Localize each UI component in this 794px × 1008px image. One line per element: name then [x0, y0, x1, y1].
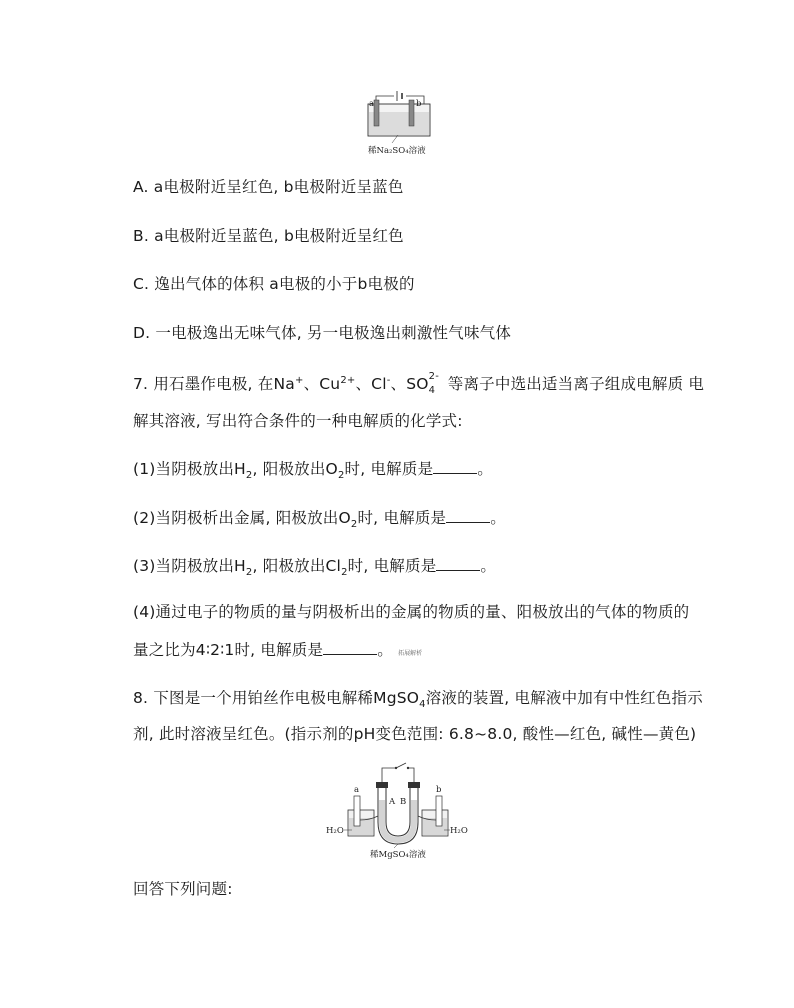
figure2-label-A: A: [389, 797, 396, 807]
question-7-part4-line1: (4)通过电子的物质的量与阴极析出的金属的物质的量、阳极放出的气体的物质的: [133, 603, 690, 621]
figure1-caption: 稀Na₂SO₄溶液: [368, 146, 426, 156]
question-8-line1: 8. 下图是一个用铂丝作电极电解稀MgSO$_4$溶液的装置, 电解液中加有中性红色指示: [133, 689, 703, 711]
answer-blank-3[interactable]: [436, 556, 480, 571]
question-7-part4-line2: 量之比为4∶2∶1时, 电解质是 。 拓展解析: [133, 641, 423, 659]
figure2-h2o-left: H₂O: [326, 826, 344, 836]
question-7-line2: 解其溶液, 写出符合条件的一种电解质的化学式:: [133, 412, 463, 430]
figure1-label-b: b: [416, 99, 422, 109]
figure2-caption: 稀MgSO₄溶液: [370, 850, 426, 860]
figure1-label-a: a: [369, 99, 375, 109]
question-7-part3: (3)当阴极放出$H_2$, 阳极放出$Cl_2$时, 电解质是 。: [133, 557, 497, 579]
question-7-part2: (2)当阴极析出金属, 阳极放出$O_2$时, 电解质是 。: [133, 509, 506, 531]
option-a: A. a电极附近呈红色, b电极附近呈蓝色: [133, 178, 404, 196]
electrolysis-figure-2: [326, 760, 466, 860]
figure2-label-a: a: [354, 785, 360, 795]
electrolysis-figure-1: [362, 88, 438, 158]
option-c: C. 逸出气体的体积 a电极的小于b电极的: [133, 275, 415, 293]
question-7-intro: 7. 用石墨作电极, 在Na+、$Cu^{2+}$、Cl-、SO 2- 4 等离子中选出适当离子组成电解质 电: [133, 371, 705, 397]
answer-prompt: 回答下列问题:: [133, 880, 233, 898]
figure2-label-b: b: [436, 785, 442, 795]
answer-blank-1[interactable]: [433, 459, 477, 474]
extension-note: 拓展解析: [398, 650, 423, 657]
figure2-label-B: B: [400, 797, 407, 807]
figure2-h2o-right: H₂O: [450, 826, 468, 836]
question-7-part1: (1)当阴极放出$H_2$, 阳极放出$O_2$时, 电解质是 。: [133, 460, 493, 482]
answer-blank-4[interactable]: [323, 640, 377, 655]
question-8-line2: 剂, 此时溶液呈红色。(指示剂的pH变色范围: 6.8~8.0, 酸性—红色, 碱性—黄色): [133, 725, 697, 743]
option-d: D. 一电极逸出无味气体, 另一电极逸出刺激性气味气体: [133, 324, 512, 342]
option-b: B. a电极附近呈蓝色, b电极附近呈红色: [133, 227, 404, 245]
answer-blank-2[interactable]: [446, 508, 490, 523]
